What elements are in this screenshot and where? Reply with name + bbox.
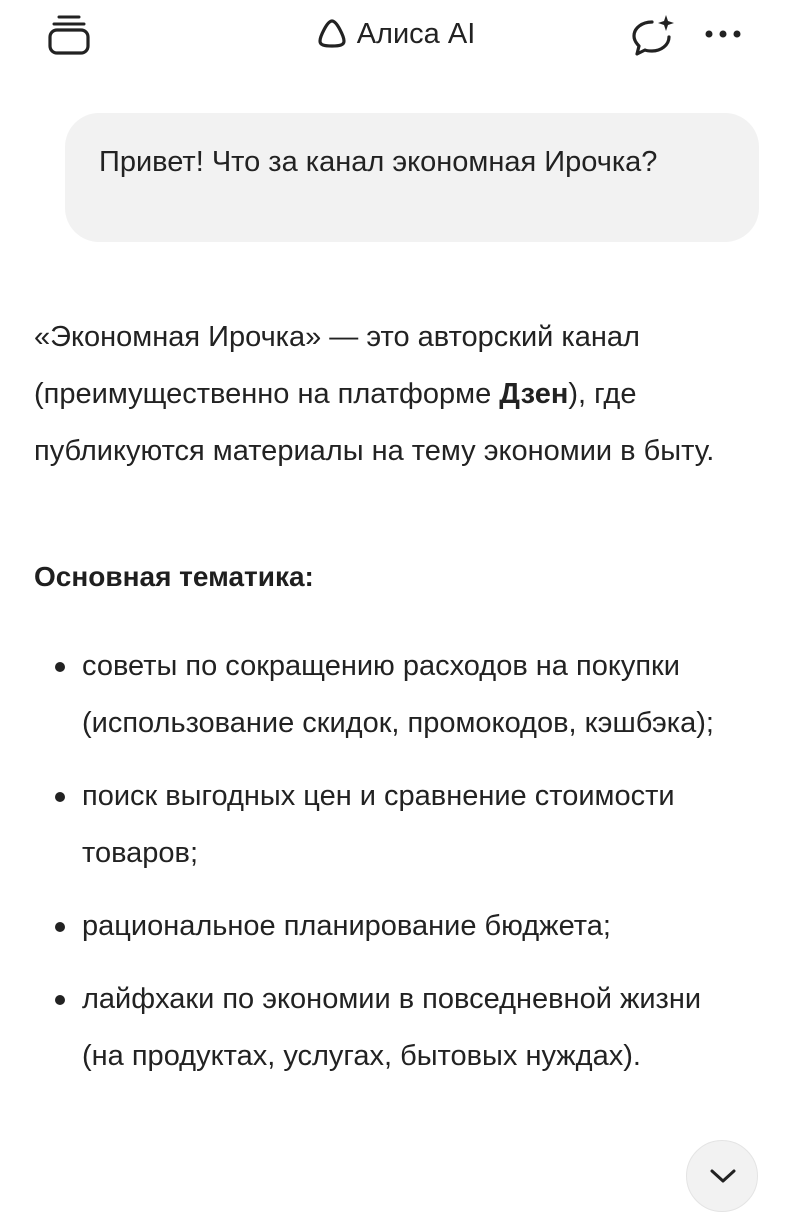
answer-intro-text: «Экономная Ирочка» — это авторский канал (преимущественно на платформе	[34, 321, 640, 410]
alice-logo-icon	[317, 18, 347, 48]
section-title: Основная тематика:	[34, 561, 314, 592]
list-item: лайфхаки по экономии в повседневной жизни (на продуктах, услугах, бытовых нуждах).	[40, 971, 740, 1085]
top-bar	[0, 0, 792, 76]
list-item: советы по сокращению расходов на покупки (использование скидок, промокодов, кэшбэка);	[40, 638, 740, 752]
more-icon[interactable]	[704, 28, 742, 40]
answer-intro-text-end: ), где публикуются материалы на тему экономии в быту.	[34, 378, 715, 467]
answer-intro	[34, 309, 764, 480]
new-chat-icon[interactable]	[628, 13, 676, 59]
list-item: поиск выгодных цен и сравнение стоимости товаров;	[40, 768, 740, 882]
assistant-answer	[34, 309, 764, 480]
answer-intro-bold: Дзен	[499, 378, 569, 410]
user-message-bubble	[65, 113, 759, 242]
list-item: рациональное планирование бюджета;	[40, 898, 740, 955]
scroll-down-button[interactable]	[686, 1140, 758, 1212]
chevron-down-icon	[709, 1167, 737, 1185]
topic-list	[40, 638, 740, 1101]
app-title-text: Алиса AI	[356, 18, 476, 50]
user-message-text: Привет! Что за канал экономная Ирочка?	[99, 146, 658, 178]
